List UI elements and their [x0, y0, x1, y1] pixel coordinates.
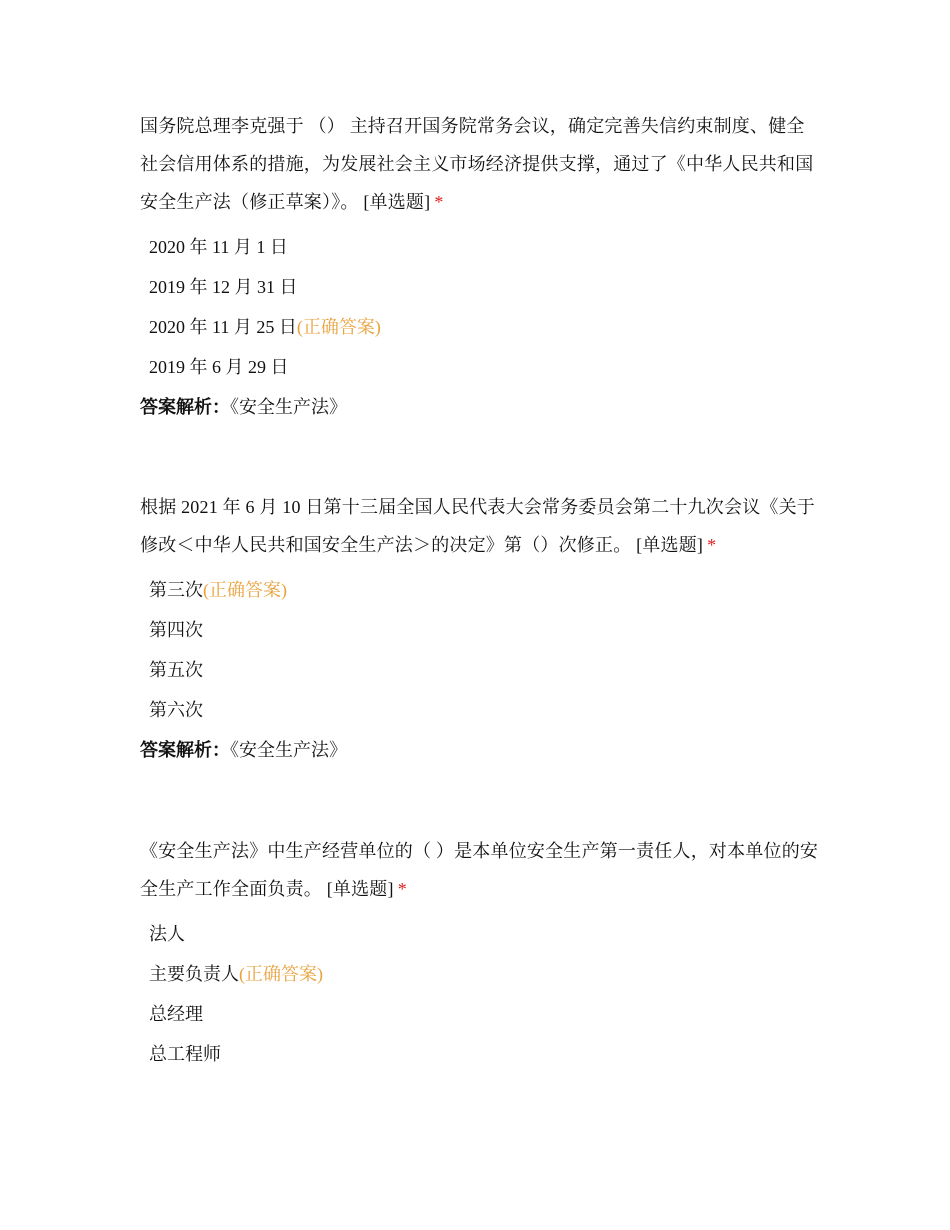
question-type-label: [单选题] — [326, 879, 394, 899]
option-text: 2019 年 6 月 29 日 — [149, 357, 289, 377]
required-mark: * — [434, 192, 444, 212]
question-text: 根据 2021 年 6 月 10 日第十三届全国人民代表大会常务委员会第二十九次会议《关于修改＜中华人民共和国安全生产法＞的决定》第（）次修正。 — [140, 497, 815, 555]
answer-analysis — [140, 730, 820, 770]
option-list — [140, 227, 820, 387]
option-d — [140, 690, 820, 730]
option-text: 法人 — [149, 924, 185, 944]
option-c — [140, 650, 820, 690]
required-mark: * — [397, 879, 407, 899]
option-a — [140, 570, 820, 610]
question-2 — [140, 488, 820, 770]
option-text: 2020 年 11 月 25 日 — [149, 317, 297, 337]
option-b — [140, 267, 820, 307]
question-stem — [140, 488, 820, 564]
option-text: 2020 年 11 月 1 日 — [149, 237, 288, 257]
analysis-label: 答案解析： — [140, 740, 230, 760]
option-text: 第六次 — [149, 700, 203, 720]
option-b — [140, 954, 820, 994]
question-type-label: [单选题] — [363, 192, 431, 212]
option-text: 总工程师 — [149, 1044, 221, 1064]
question-type-label: [单选题] — [636, 535, 704, 555]
question-stem — [140, 832, 820, 908]
option-b — [140, 610, 820, 650]
option-a — [140, 914, 820, 954]
question-text: 《安全生产法》中生产经营单位的（ ）是本单位安全生产第一责任人，对本单位的安全生产工作全面负责。 — [140, 841, 819, 899]
correct-answer-mark: (正确答案) — [239, 964, 323, 984]
question-1 — [140, 107, 820, 427]
option-list — [140, 570, 820, 730]
option-c — [140, 994, 820, 1034]
correct-answer-mark: (正确答案) — [203, 580, 287, 600]
analysis-text: 《安全生产法》 — [230, 740, 347, 760]
option-text: 第五次 — [149, 660, 203, 680]
option-c — [140, 307, 820, 347]
option-list — [140, 914, 820, 1074]
option-d — [140, 347, 820, 387]
question-stem — [140, 107, 820, 221]
option-text: 主要负责人 — [149, 964, 239, 984]
option-a — [140, 227, 820, 267]
analysis-text: 《安全生产法》 — [230, 397, 347, 417]
question-3 — [140, 832, 820, 1074]
option-text: 第四次 — [149, 620, 203, 640]
analysis-label: 答案解析： — [140, 397, 230, 417]
correct-answer-mark: (正确答案) — [296, 317, 381, 337]
required-mark: * — [707, 535, 717, 555]
option-d — [140, 1034, 820, 1074]
option-text: 总经理 — [149, 1004, 203, 1024]
question-text: 国务院总理李克强于 （） 主持召开国务院常务会议，确定完善失信约束制度、健全社会信用体系的措施，为发展社会主义市场经济提供支撑，通过了《中华人民共和国安全生产法（修正草案）》。 — [140, 116, 814, 212]
option-text: 2019 年 12 月 31 日 — [149, 277, 298, 297]
option-text: 第三次 — [149, 580, 203, 600]
answer-analysis — [140, 387, 820, 427]
